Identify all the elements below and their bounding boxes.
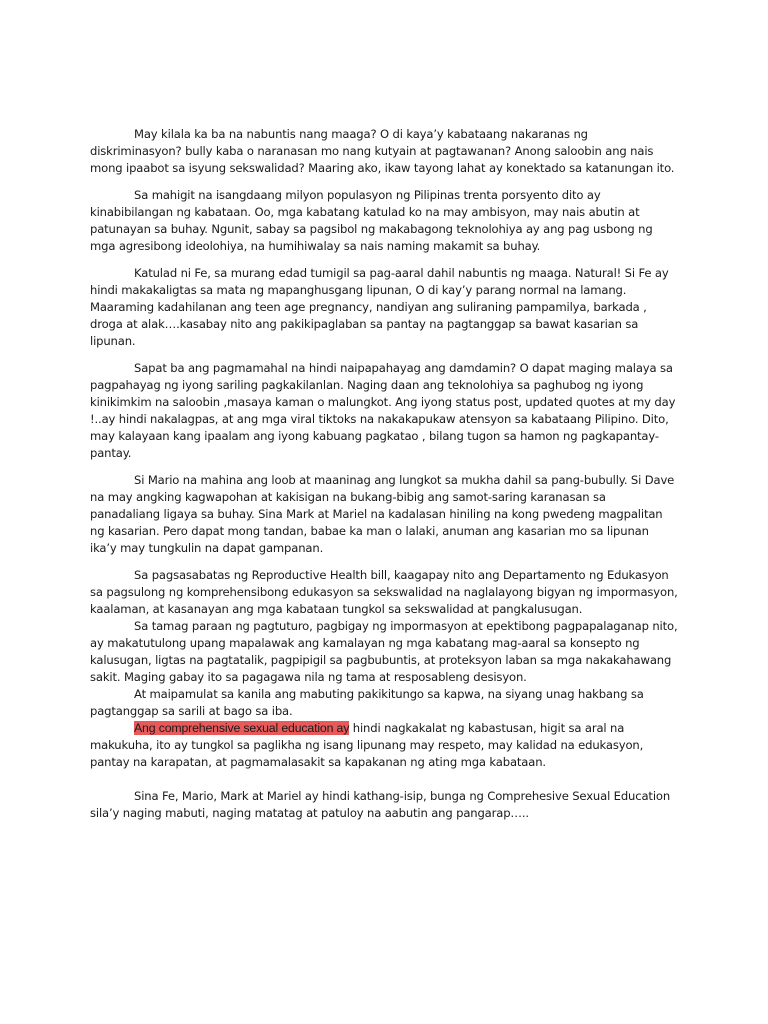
- paragraph-5: Si Mario na mahina ang loob at maaninag ang lungkot sa mukha dahil sa pang-bubully. Si Dave na may angking kagwapohan at kakisigan na bukang-bibig ang samot-saring karanasan sa panadaliang ligaya sa buhay. Sina Mark at Mariel na kadalasan hiniling na kong pwedeng magpalitan ng kasarian. Pero dapat mong tandan, babae ka man o lalaki, anuman ang kasarian mo sa lipunan ika’y may tungkulin na dapat gampanan.: [90, 473, 675, 555]
- paragraph-6: Sa pagsasabatas ng Reproductive Health bill, kaagapay nito ang Departamento ng Edukasyon sa pagsulong ng komprehensibong edukasyon sa sekswalidad na naglalayong bigyan ng impormasyon, kaalaman, at kasanayan ang mga kabataan tungkol sa sekswalidad at pangkalusugan.: [90, 568, 678, 616]
- paragraph-spacer: [90, 771, 678, 788]
- highlighted-phrase: Ang comprehensive sexual education ay: [134, 721, 350, 735]
- paragraph-2: Sa mahigit na isangdaang milyon populasyon ng Pilipinas trenta porsyento dito ay kinabibilangan ng kabataan. Oo, mga kabatang katulad ko na may ambisyon, may nais abutin at patunayan sa buhay. Ngunit, sabay sa pagsibol ng makabagong teknolohiya ay ang pag usbong ng mga agresibong ideolohiya, na humihiwalay sa nais naming makamit sa buhay.: [90, 188, 653, 253]
- paragraph-7: Sa tamag paraan ng pagtuturo, pagbigay ng impormasyon at epektibong pagpapalaganap nito, ay makatutulong upang mapalawak ang kamalayan ng mga kabatang mag-aaral sa konsepto ng kalusugan, ligtas na pagtatalik, pagpipigil sa pagbubuntis, at proteksyon laban sa mga nakakahawang sakit. Maging gabay ito sa pagagawa nila ng tama at resposableng desisyon.: [90, 619, 678, 684]
- paragraph-highlighted: [90, 720, 678, 771]
- highlighted-paragraph-rest: hindi nagkakalat ng kabastusan, higit sa aral na makukuha, ito ay tungkol sa paglikha ng isang lipunang may respeto, may kalidad na edukasyon, pantay na karapatan, at pagmamalasakit sa kapakanan ng ating mga kabataan.: [90, 721, 644, 769]
- paragraph-4: Sapat ba ang pagmamahal na hindi naipapahayag ang damdamin? O dapat maging malaya sa pagpahayag ng iyong sariling pagkakilanlan. Naging daan ang teknolohiya sa paghubog ng iyong kinikimkim na saloobin ,masaya kaman o malungkot. Ang iyong status post, updated quotes at my day !..ay hindi nakalagpas, at ang mga viral tiktoks na nakakapukaw atensyon sa kabataang Pilipino. Dito, may kalayaan kang ipaalam ang iyong kabuang pagkatao , bilang tugon sa hamon ng pagkapantay-pantay.: [90, 361, 676, 460]
- paragraph-3: Katulad ni Fe, sa murang edad tumigil sa pag-aaral dahil nabuntis ng maaga. Natural! Si Fe ay hindi makakaligtas sa mata ng mapanghusgang lipunan, O di kay’y parang normal na lamang. Maaraming kadahilanan ang teen age pregnancy, nandiyan ang suliraning pampamilya, barkada , droga at alak….kasabay nito ang pakikipaglaban sa pantay na pagtanggap sa bawat kasarian sa lipunan.: [90, 266, 669, 348]
- paragraph-1: May kilala ka ba na nabuntis nang maaga? O di kaya’y kabataang nakaranas ng diskriminasyon? bully kaba o naranasan mo nang kutyain at pagtawanan? Anong saloobin ang nais mong ipaabot sa isyung sekswalidad? Maaring ako, ikaw tayong lahat ay konektado sa katanungan ito.: [90, 127, 675, 175]
- essay-body: [90, 126, 678, 832]
- closing-paragraph: Sina Fe, Mario, Mark at Mariel ay hindi kathang-isip, bunga ng Comprehesive Sexual Education sila’y naging mabuti, naging matatag at patuloy na aabutin ang pangarap…..: [90, 789, 671, 820]
- paragraph-8: At maipamulat sa kanila ang mabuting pakikitungo sa kapwa, na siyang unag hakbang sa pagtanggap sa sarili at bago sa iba.: [90, 687, 644, 718]
